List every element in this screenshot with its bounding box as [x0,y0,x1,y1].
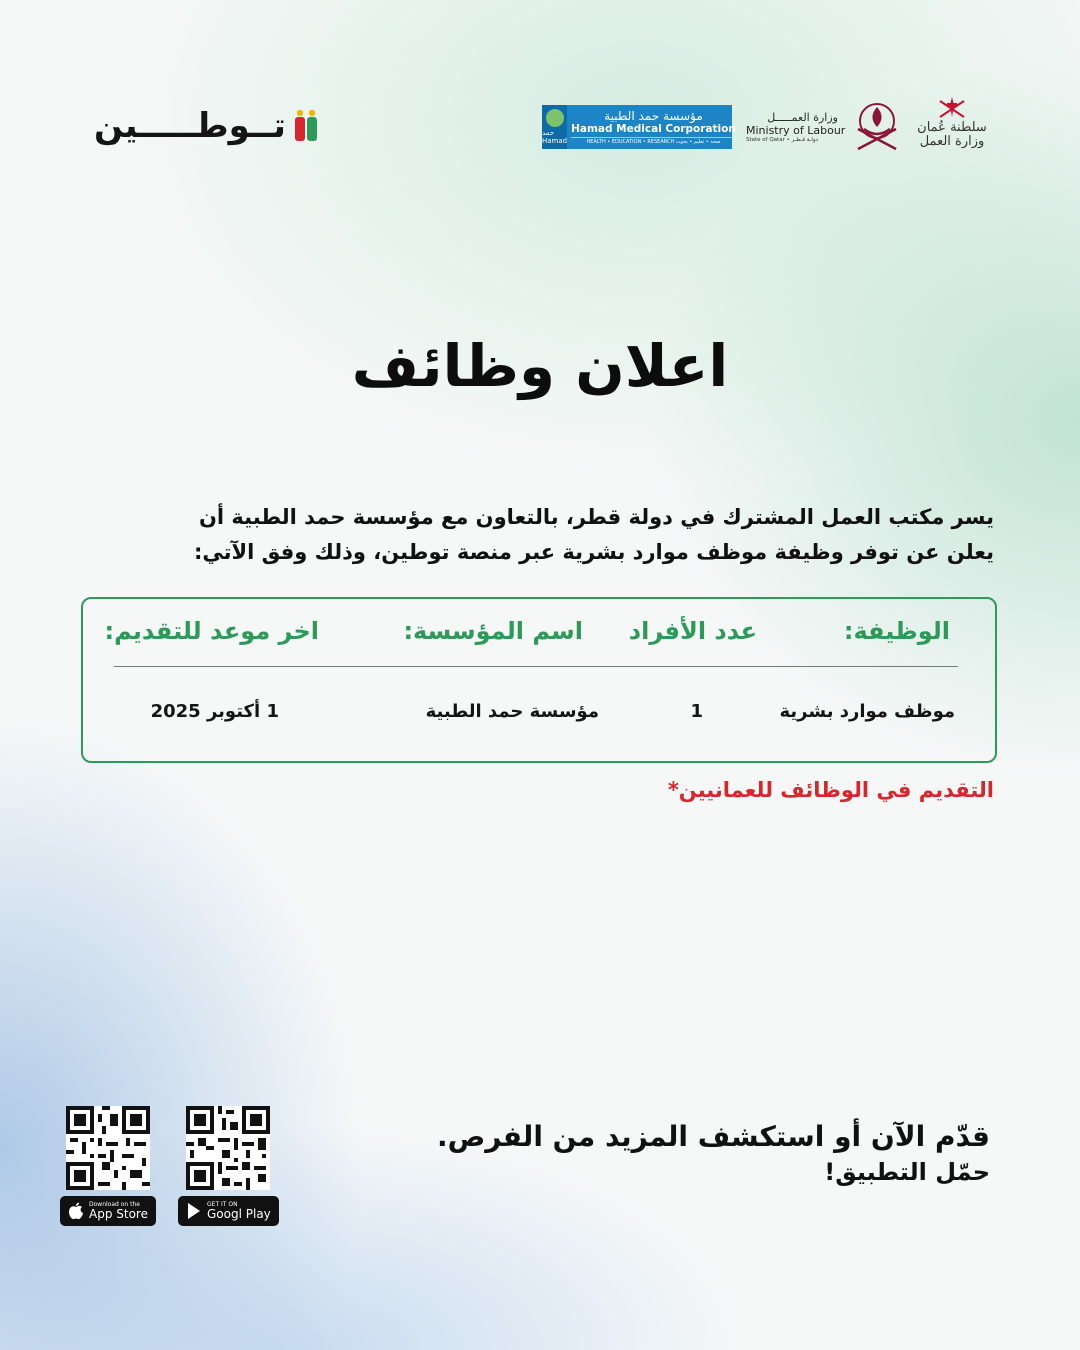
oman-ministry-logo [916,95,988,159]
brand-name: تــوطـــــين [94,106,286,146]
qatar-emblem-icon [852,99,902,155]
app-store-label: App Store [89,1207,148,1221]
header-job: الوظيفة: [843,617,950,645]
cell-org: مؤسسة حمد الطبية [425,701,599,722]
qatar-ministry-logo [746,111,846,143]
table-divider [114,666,958,667]
app-store-small-label: Download on the [89,1201,140,1208]
google-play-label: Googl Play [207,1207,271,1221]
cta-sub-text: حمّل التطبيق! [824,1158,990,1186]
qatar-ministry-en: Ministry of Labour [746,124,846,137]
cta-main-text: قدّم الآن أو استكشف المزيد من الفرص. [436,1120,990,1153]
hamad-name-ar: مؤسسة حمد الطبية [604,109,703,123]
cell-count: 1 [690,701,703,722]
oman-line2: وزارة العمل [919,134,985,150]
hamad-name-en: Hamad Medical Corporation [571,123,736,135]
tawteen-mark-icon [292,109,320,143]
apple-icon [68,1202,84,1220]
jobs-table [81,597,997,763]
eligibility-note: التقديم في الوظائف للعمانيين* [667,778,994,802]
app-store-badge[interactable] [60,1196,156,1226]
hamad-mark-label: حمد Hamad [542,129,568,145]
google-play-icon [186,1202,202,1220]
app-store-qr-icon[interactable] [66,1106,150,1190]
google-play-badge[interactable] [178,1196,279,1226]
hamad-tagline: HEALTH • EDUCATION • RESEARCH صحة • تعليم • بحوث [571,137,736,145]
oman-khanjar-icon [937,95,967,121]
hamad-leaf-icon [542,105,567,149]
tawteen-logo [94,106,320,146]
header-deadline: اخر موعد للتقديم: [104,617,319,645]
google-play-qr-icon[interactable] [186,1106,270,1190]
cell-deadline: 1 أكتوبر 2025 [150,701,279,722]
table-header-row [83,617,995,657]
intro-paragraph: يسر مكتب العمل المشترك في دولة قطر، بالتعاون مع مؤسسة حمد الطبية أن يعلن عن توفر وظيفة موظف موارد بشرية عبر منصة توطين، وذلك وفق الآتي: [193,505,994,564]
page-title: اعلان وظائف [351,332,729,400]
google-play-small-label: GET IT ON [207,1201,238,1208]
google-play-download[interactable] [178,1106,279,1226]
header-count: عدد الأفراد [628,617,757,645]
qatar-ministry-ar: وزارة العمـــــل [767,111,838,124]
partner-logos [542,95,988,159]
table-row [83,701,995,731]
qatar-state-label: State of Qatar • دولـة قـطـر [746,137,819,143]
call-to-action [437,1118,990,1188]
header-org: اسم المؤسسة: [403,617,583,645]
cell-job: موظف موارد بشرية [779,701,955,722]
hamad-medical-logo [542,105,736,149]
app-store-download[interactable] [60,1106,156,1226]
oman-line1: سلطنة عُمان [917,120,987,135]
